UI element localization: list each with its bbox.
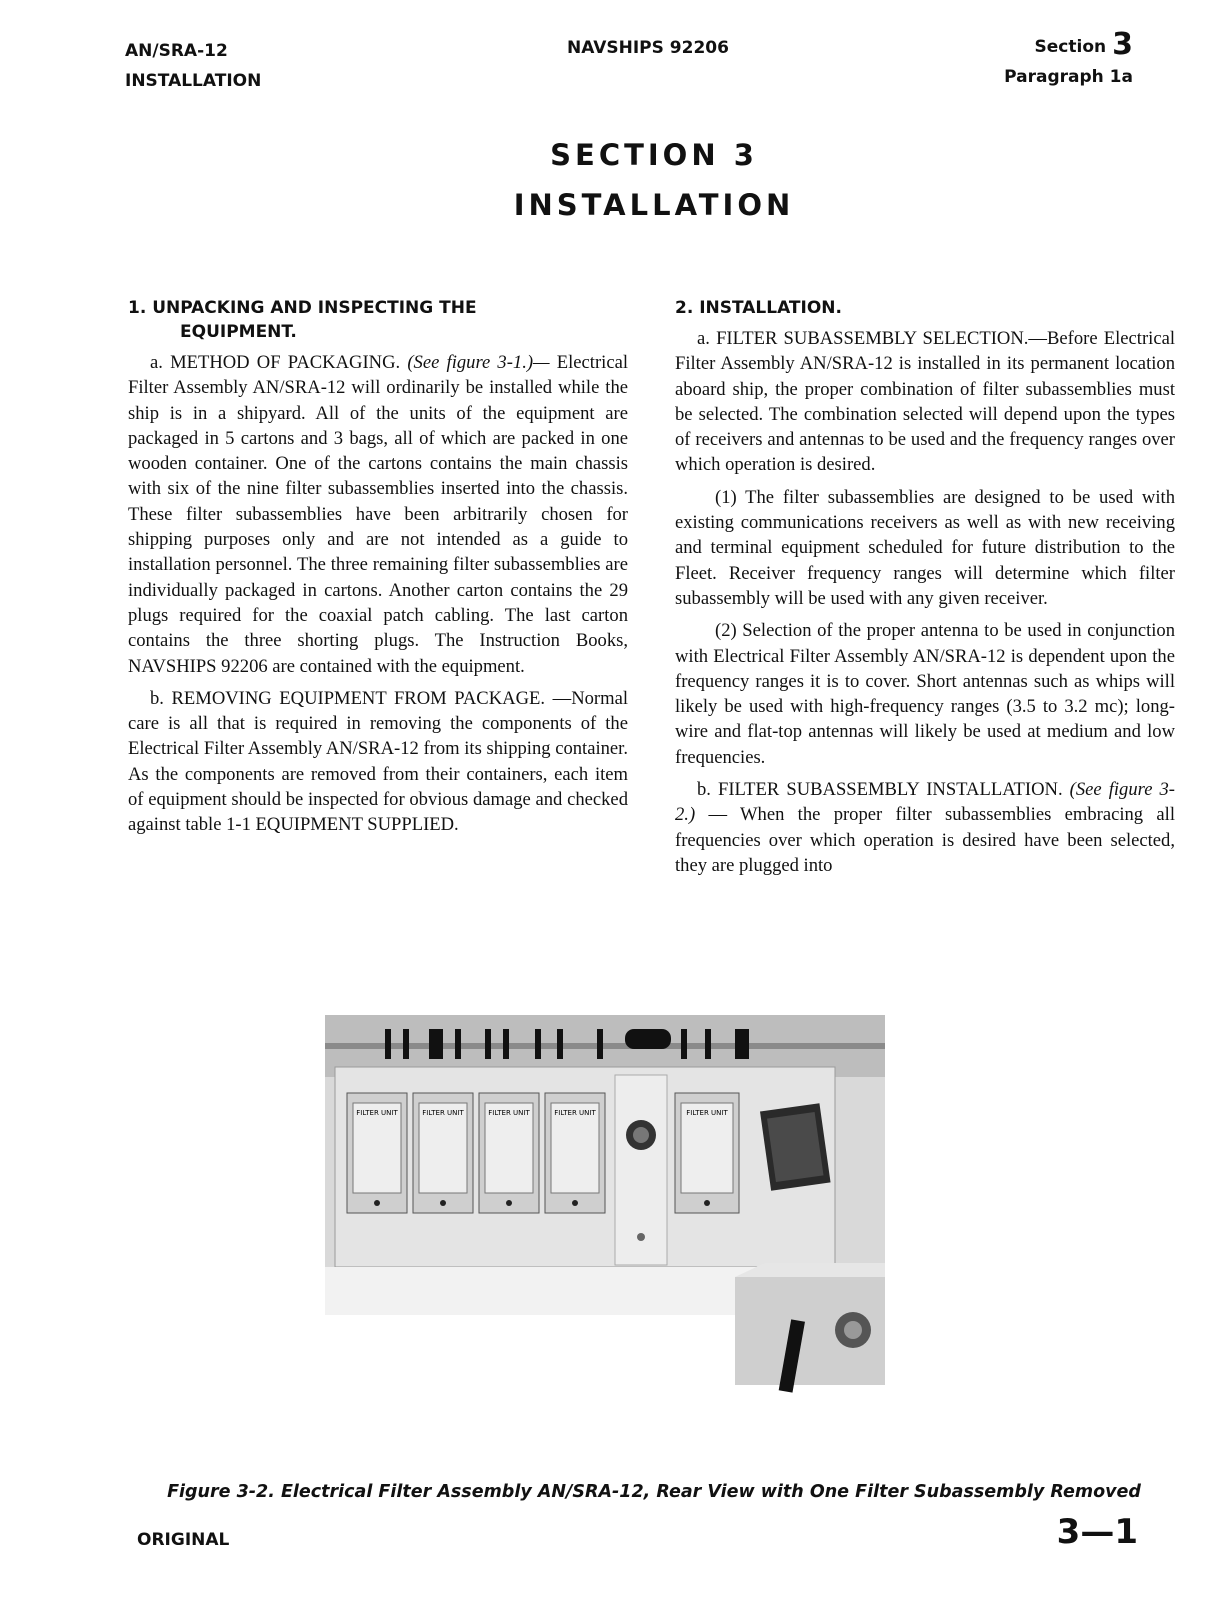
filter-unit-label-1: FILTER UNIT xyxy=(356,1109,398,1117)
para-subitem-2: (2) Selection of the proper antenna to be used in conjunction with Electrical Filter Assembly AN/SRA-12 is dependent upon the frequency ranges it is to cover. Short antennas such as whips will likely be used with high-frequency ranges (3.5 to 3.2 mc); long-wire and flat-top antennas will likely be used at medium and low frequencies. xyxy=(675,620,1175,768)
heading-installation: 2. INSTALLATION. xyxy=(675,298,842,318)
page-number: 3—1 xyxy=(1056,1512,1138,1552)
right-column xyxy=(675,296,1175,885)
para-2b-figure-ref: (See figure 3-2.) xyxy=(675,779,1175,826)
section-number-title: SECTION 3 xyxy=(550,138,758,172)
nameplate xyxy=(760,1103,831,1191)
footer-original: ORIGINAL xyxy=(137,1530,230,1550)
heading-unpacking-line1: 1. UNPACKING AND INSPECTING THE xyxy=(128,298,477,318)
para-2b-body: — When the proper filter subassemblies embracing all frequencies over which operation is desired have been selected, they are plugged into xyxy=(675,804,1175,876)
heading-unpacking-line2: EQUIPMENT. xyxy=(180,322,297,342)
heading-unpacking xyxy=(128,296,628,344)
section-name-title: INSTALLATION xyxy=(513,188,795,222)
removed-filter-subassembly xyxy=(735,1263,885,1393)
filter-unit-label-5: FILTER UNIT xyxy=(686,1109,728,1117)
running-header-left xyxy=(125,36,261,96)
left-column xyxy=(128,296,628,845)
para-a-body: Electrical Filter Assembly AN/SRA-12 will ordinarily be installed while the ship is in a shipyard. All of the units of the equipment are packaged in 5 cartons and 3 bags, all of which are packed in one wooden container. One of the cartons contains the main chassis with six of the nine filter subassemblies inserted into the chassis. These filter subassemblies have been arbitrarily chosen for shipping purposes only and are not intended as a guide to installation personnel. The three remaining filter subassemblies are individually packaged in cartons. Another carton contains the 29 plugs required for the coaxial patch cabling. The last carton contains the three shorting plugs. The Instruction Books, NAVSHIPS 92206 are contained with the equipment. xyxy=(128,352,629,677)
para-method-of-packaging xyxy=(128,350,628,679)
figure-3-2-photo xyxy=(325,1015,885,1435)
para-2a-body: —Before Electrical Filter Assembly AN/SRA-12 is installed in its permanent location aboard ship, the proper combination of filter subassemblies must be selected. The combination selected will depend upon the types of receivers and antennas to be used and the frequency ranges over which operation is desired. xyxy=(675,328,1175,476)
para-removing-equipment xyxy=(128,686,628,838)
header-section-name: INSTALLATION xyxy=(125,71,262,91)
running-header-right xyxy=(1004,27,1133,92)
filter-unit-label-3: FILTER UNIT xyxy=(488,1109,530,1117)
para-2b-lead: b. FILTER SUBASSEMBLY INSTALLATION. xyxy=(697,779,1063,801)
para-filter-selection xyxy=(675,326,1175,478)
header-paragraph: Paragraph 1a xyxy=(1004,67,1133,87)
filter-unit-label-4: FILTER UNIT xyxy=(554,1109,596,1117)
para-b-lead: b. REMOVING EQUIPMENT FROM PACKAGE. xyxy=(150,687,546,709)
para-2a-lead: a. FILTER SUBASSEMBLY SELECTION. xyxy=(697,328,1029,349)
para-a-figure-ref: (See figure 3-1.)— xyxy=(407,352,550,373)
para-subitem-1: (1) The filter subassemblies are designed to be used with existing communications receivers as well as with new receiving and terminal equipment scheduled for future distribution to the Fleet. Receiver frequency ranges will determine which filter subassembly will be used with any given receiver. xyxy=(675,486,1175,609)
para-a-lead: a. METHOD OF PACKAGING. xyxy=(150,352,401,373)
para-b-body: —Normal care is all that is required in removing the components of the Electrical Filter Assembly AN/SRA-12 from its shipping container. As the components are removed from their containers, each item of equipment should be inspected for obvious damage and checked against table 1-1 EQUIPMENT SUPPLIED. xyxy=(128,687,629,836)
header-section-label: Section xyxy=(1034,37,1107,57)
header-doc-number: NAVSHIPS 92206 xyxy=(567,38,729,58)
filter-unit-label-2: FILTER UNIT xyxy=(422,1109,464,1117)
header-section-number: 3 xyxy=(1112,27,1133,62)
header-model: AN/SRA-12 xyxy=(125,41,228,61)
figure-caption: Figure 3-2. Electrical Filter Assembly AN/SRA-12, Rear View with One Filter Subassembly Removed xyxy=(167,1482,1141,1502)
para-filter-installation xyxy=(675,777,1175,878)
